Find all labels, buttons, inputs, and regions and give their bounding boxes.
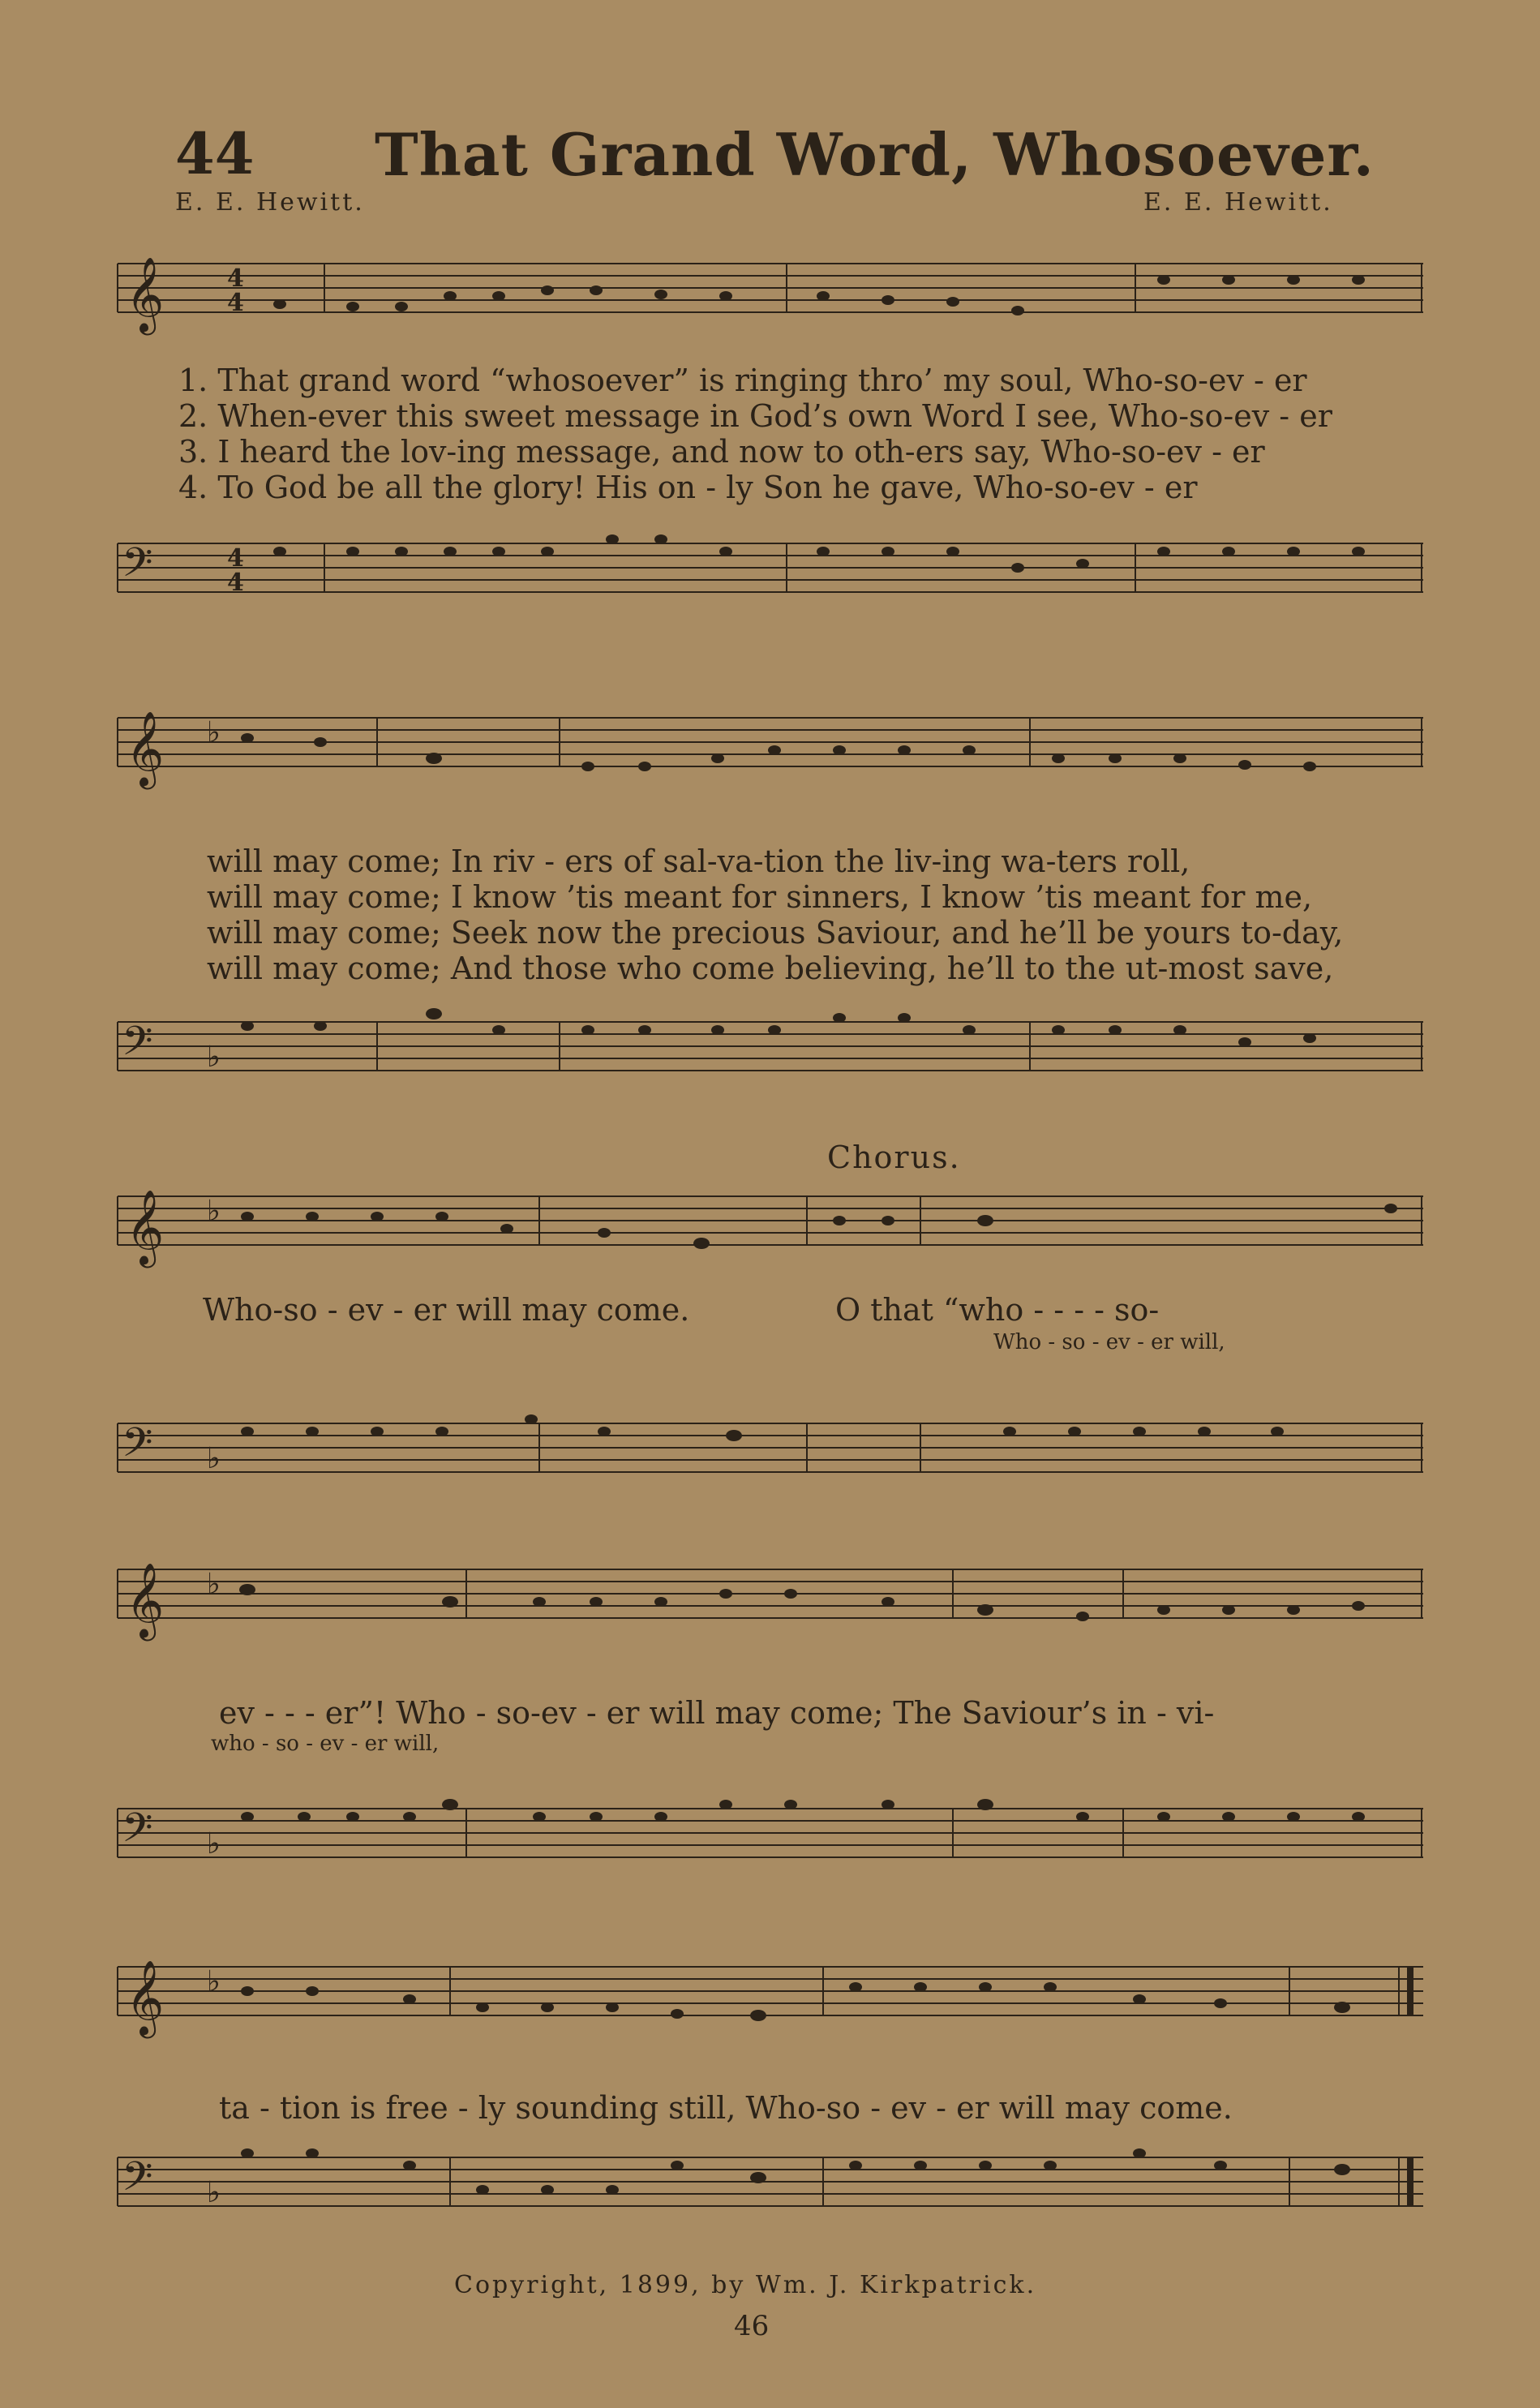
svg-text:♭: ♭ bbox=[207, 1195, 221, 1228]
bass-notes-1 bbox=[273, 534, 1365, 573]
svg-text:4: 4 bbox=[227, 289, 244, 317]
verse-2-line-1: 2. When-ever this sweet message in God’s own Word I see, Who-so-ev - er bbox=[178, 398, 1332, 434]
treble-staff-1 bbox=[109, 239, 1423, 337]
music-system-1 bbox=[109, 239, 1423, 669]
svg-text:𝄞: 𝄞 bbox=[126, 256, 165, 332]
svg-text:♭: ♭ bbox=[207, 1827, 221, 1861]
bass-staff-3 bbox=[109, 1399, 1423, 1513]
line3-lyric-b: O that “who - - - - so- bbox=[835, 1292, 1160, 1328]
music-attribution: E. E. Hewitt. bbox=[1143, 188, 1333, 217]
verse-3-line-2: will may come; Seek now the precious Saviour, and he’ll be yours to-day, bbox=[207, 915, 1344, 951]
words-attribution: E. E. Hewitt. bbox=[175, 188, 365, 217]
svg-text:♭: ♭ bbox=[207, 1965, 221, 1998]
bass-notes-4 bbox=[241, 1799, 1365, 1822]
treble-notes-2 bbox=[241, 733, 1316, 771]
bass-notes-5 bbox=[241, 2148, 1350, 2195]
treble-notes-4 bbox=[239, 1584, 1365, 1621]
hymn-number: 44 bbox=[175, 120, 255, 187]
verse-4-line-2: will may come; And those who come believing, he’ll to the ut-most save, bbox=[207, 951, 1334, 986]
bass-staff-4 bbox=[109, 1784, 1423, 1898]
title-row bbox=[175, 120, 1392, 189]
treble-staff-2 bbox=[109, 693, 1423, 791]
svg-text:♭: ♭ bbox=[207, 1568, 221, 1601]
treble-staff-5 bbox=[109, 1942, 1423, 2040]
svg-text:𝄞: 𝄞 bbox=[126, 1189, 165, 1264]
svg-text:𝄢: 𝄢 bbox=[122, 1419, 153, 1476]
music-system-4 bbox=[109, 1545, 1423, 1902]
svg-text:♭: ♭ bbox=[207, 2176, 221, 2209]
svg-text:𝄢: 𝄢 bbox=[122, 539, 153, 596]
line5-lyric: ta - tion is free - ly sounding still, Who-so - ev - er will may come. bbox=[219, 2090, 1233, 2126]
verse-1-line-1: 1. That grand word “whosoever” is ringing thro’ my soul, Who-so-ev - er bbox=[178, 363, 1307, 398]
treble-notes-3 bbox=[241, 1204, 1397, 1249]
bass-staff-1 bbox=[109, 519, 1423, 641]
hymn-title: That Grand Word, Whosoever. bbox=[375, 120, 1375, 189]
music-system-3 bbox=[109, 1140, 1423, 1529]
bass-notes-2 bbox=[241, 1008, 1316, 1047]
treble-staff-4 bbox=[109, 1545, 1423, 1642]
svg-text:𝄢: 𝄢 bbox=[122, 1018, 153, 1075]
verse-1-line-2: will may come; In riv - ers of sal-va-tion the liv-ing wa-ters roll, bbox=[207, 843, 1190, 879]
svg-text:4: 4 bbox=[227, 569, 244, 597]
svg-text:4: 4 bbox=[227, 264, 244, 293]
page-number: 46 bbox=[734, 2310, 770, 2342]
svg-text:♭: ♭ bbox=[207, 716, 221, 749]
bass-staff-2 bbox=[109, 998, 1423, 1115]
treble-notes-1 bbox=[273, 275, 1365, 315]
music-system-5 bbox=[109, 1942, 1423, 2251]
line4-lyric: ev - - - er”! Who - so-ev - er will may come; The Saviour’s in - vi- bbox=[219, 1695, 1215, 1731]
line4-bass-lyric: who - so - ev - er will, bbox=[211, 1732, 440, 1756]
copyright-notice: Copyright, 1899, by Wm. J. Kirkpatrick. bbox=[454, 2271, 1037, 2299]
svg-text:4: 4 bbox=[227, 544, 244, 573]
svg-text:𝄞: 𝄞 bbox=[126, 1562, 165, 1638]
svg-text:♭: ♭ bbox=[207, 1442, 221, 1475]
svg-text:𝄞: 𝄞 bbox=[126, 710, 165, 786]
verse-4-line-1: 4. To God be all the glory! His on - ly Son he gave, Who-so-ev - er bbox=[178, 470, 1198, 505]
svg-text:𝄞: 𝄞 bbox=[126, 1959, 165, 2035]
treble-staff-3 bbox=[109, 1172, 1423, 1269]
bass-notes-3 bbox=[241, 1414, 1284, 1441]
chorus-label: Chorus. bbox=[827, 1140, 961, 1175]
verse-2-line-2: will may come; I know ’tis meant for sinners, I know ’tis meant for me, bbox=[207, 879, 1313, 915]
svg-text:𝄢: 𝄢 bbox=[122, 1805, 153, 1861]
svg-text:♭: ♭ bbox=[207, 1041, 221, 1074]
line3-lyric-a: Who-so - ev - er will may come. bbox=[203, 1292, 690, 1328]
line3-bass-lyric: Who - so - ev - er will, bbox=[993, 1330, 1225, 1354]
svg-text:𝄢: 𝄢 bbox=[122, 2153, 153, 2210]
bass-staff-5 bbox=[109, 2133, 1423, 2247]
verse-3-line-1: 3. I heard the lov-ing message, and now to oth-ers say, Who-so-ev - er bbox=[178, 434, 1265, 470]
music-system-2 bbox=[109, 693, 1423, 1115]
